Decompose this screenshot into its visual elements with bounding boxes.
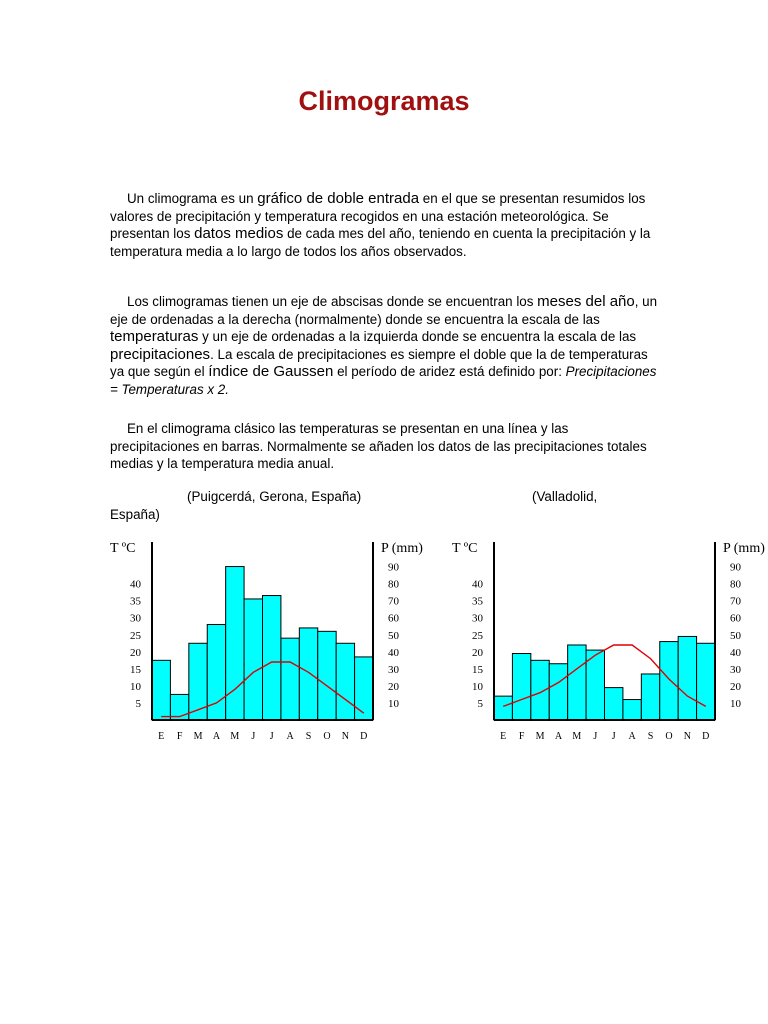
precipitation-tick-label: 30 xyxy=(388,663,399,676)
temperature-tick-label: 5 xyxy=(477,697,483,710)
precipitation-tick-label: 90 xyxy=(730,561,741,574)
temperature-axis-label: T ºC xyxy=(452,541,478,556)
precipitation-bar xyxy=(263,596,281,720)
month-label: E xyxy=(158,731,165,742)
precipitation-tick-label: 60 xyxy=(388,612,399,625)
temperature-axis-label: T ºC xyxy=(110,541,136,556)
month-label: J xyxy=(269,731,274,742)
precipitation-bar xyxy=(189,643,207,720)
precipitation-bar xyxy=(355,657,373,720)
precipitation-tick-label: 70 xyxy=(388,595,399,608)
precipitation-bar xyxy=(678,636,696,720)
precipitation-bar xyxy=(494,696,512,720)
temperature-tick-label: 15 xyxy=(472,663,483,676)
paragraph-classic: En el climograma clásico las temperaturas se presentan en una línea y las precipitaciones en barras. Normalmente se añaden los datos de las precipitaciones totales medias y la temperatura media anual. xyxy=(110,421,647,472)
paragraph-axes: Los climogramas tienen un eje de abscisas donde se encuentran los meses del año, un eje de ordenadas a la derecha (normalmente) donde se encuentra la escala de las temperaturas y un eje de ordenadas a la izquierda donde se encuentra la escala de las precipitaciones. La escala de precipitaciones es siempre el doble que la de temperaturas ya que según el índice de Gaussen el período de aridez está definido por: Precipitaciones = Temperaturas x 2. xyxy=(110,293,658,397)
precipitation-bar xyxy=(152,660,170,720)
month-label: N xyxy=(341,731,349,742)
temperature-tick-label: 5 xyxy=(135,697,141,710)
precipitation-tick-label: 80 xyxy=(388,578,399,591)
precipitation-tick-label: 10 xyxy=(730,697,741,710)
temperature-tick-label: 35 xyxy=(130,595,141,608)
caption-puigcerda: (Puigcerdá, Gerona, España) xyxy=(187,489,362,504)
temperature-tick-label: 40 xyxy=(130,578,141,591)
page-title: Climogramas xyxy=(298,86,470,116)
month-label: F xyxy=(518,731,525,742)
precipitation-tick-label: 20 xyxy=(388,680,399,693)
temperature-tick-label: 25 xyxy=(130,629,141,642)
precipitation-tick-label: 40 xyxy=(388,646,399,659)
month-label: M xyxy=(535,731,545,742)
month-label: S xyxy=(647,731,654,742)
month-label: M xyxy=(572,731,582,742)
precipitation-axis-label: P (mm) xyxy=(723,541,765,556)
precipitation-bar xyxy=(605,688,623,720)
gaussen-formula: Precipitaciones = Temperaturas x 2. xyxy=(110,364,657,397)
month-label: E xyxy=(500,731,507,742)
precipitation-bar xyxy=(623,700,641,720)
precipitation-tick-label: 80 xyxy=(730,578,741,591)
month-label: D xyxy=(702,731,710,742)
precipitation-tick-label: 20 xyxy=(730,680,741,693)
caption-valladolid-country: España) xyxy=(110,507,160,522)
temperature-tick-label: 20 xyxy=(130,646,141,659)
precipitation-bar xyxy=(318,631,336,720)
precipitation-bar xyxy=(549,664,567,720)
month-label: J xyxy=(251,731,256,742)
month-label: O xyxy=(323,731,331,742)
temperature-tick-label: 25 xyxy=(472,629,483,642)
month-label: J xyxy=(593,731,598,742)
temperature-tick-label: 10 xyxy=(130,680,141,693)
precipitation-bar xyxy=(568,645,586,720)
precipitation-tick-label: 30 xyxy=(730,663,741,676)
month-label: O xyxy=(665,731,673,742)
precipitation-bar xyxy=(512,654,530,720)
precipitation-tick-label: 90 xyxy=(388,561,399,574)
caption-valladolid: (Valladolid, xyxy=(532,489,598,504)
temperature-tick-label: 40 xyxy=(472,578,483,591)
month-label: N xyxy=(683,731,691,742)
temperature-tick-label: 35 xyxy=(472,595,483,608)
temperature-tick-label: 15 xyxy=(130,663,141,676)
precipitation-bar xyxy=(697,643,715,720)
precipitation-bar xyxy=(299,628,317,720)
month-label: J xyxy=(611,731,616,742)
temperature-tick-label: 20 xyxy=(472,646,483,659)
climogram-puigcerda xyxy=(104,534,444,749)
precipitation-tick-label: 70 xyxy=(730,595,741,608)
precipitation-tick-label: 40 xyxy=(730,646,741,659)
climogram-valladolid xyxy=(446,534,768,749)
month-label: A xyxy=(554,731,563,742)
month-label: S xyxy=(305,731,312,742)
precipitation-tick-label: 10 xyxy=(388,697,399,710)
month-label: D xyxy=(360,731,368,742)
temperature-tick-label: 10 xyxy=(472,680,483,693)
month-label: F xyxy=(176,731,183,742)
month-label: M xyxy=(230,731,240,742)
precipitation-axis-label: P (mm) xyxy=(381,541,423,556)
precipitation-bar xyxy=(531,660,549,720)
precipitation-bar xyxy=(281,638,299,720)
month-label: A xyxy=(286,731,294,742)
precipitation-bar xyxy=(660,642,678,720)
precipitation-bar xyxy=(336,643,354,720)
precipitation-tick-label: 50 xyxy=(388,629,399,642)
precipitation-bar xyxy=(641,674,659,720)
temperature-tick-label: 30 xyxy=(130,612,141,625)
temperature-tick-label: 30 xyxy=(472,612,483,625)
month-label: A xyxy=(628,731,636,742)
precipitation-bar xyxy=(226,567,244,720)
month-label: M xyxy=(193,731,203,742)
precipitation-tick-label: 50 xyxy=(730,629,741,642)
precipitation-tick-label: 60 xyxy=(730,612,741,625)
precipitation-bar xyxy=(244,599,262,720)
month-label: A xyxy=(212,731,221,742)
paragraph-definition: Un climograma es un gráfico de doble entrada en el que se presentan resumidos los valores de precipitación y temperatura recogidos en una estación meteorológica. Se presentan los datos medios de cada mes del año, teniendo en cuenta la precipitación y la temperatura media a lo largo de todos los años observados. xyxy=(110,190,651,259)
